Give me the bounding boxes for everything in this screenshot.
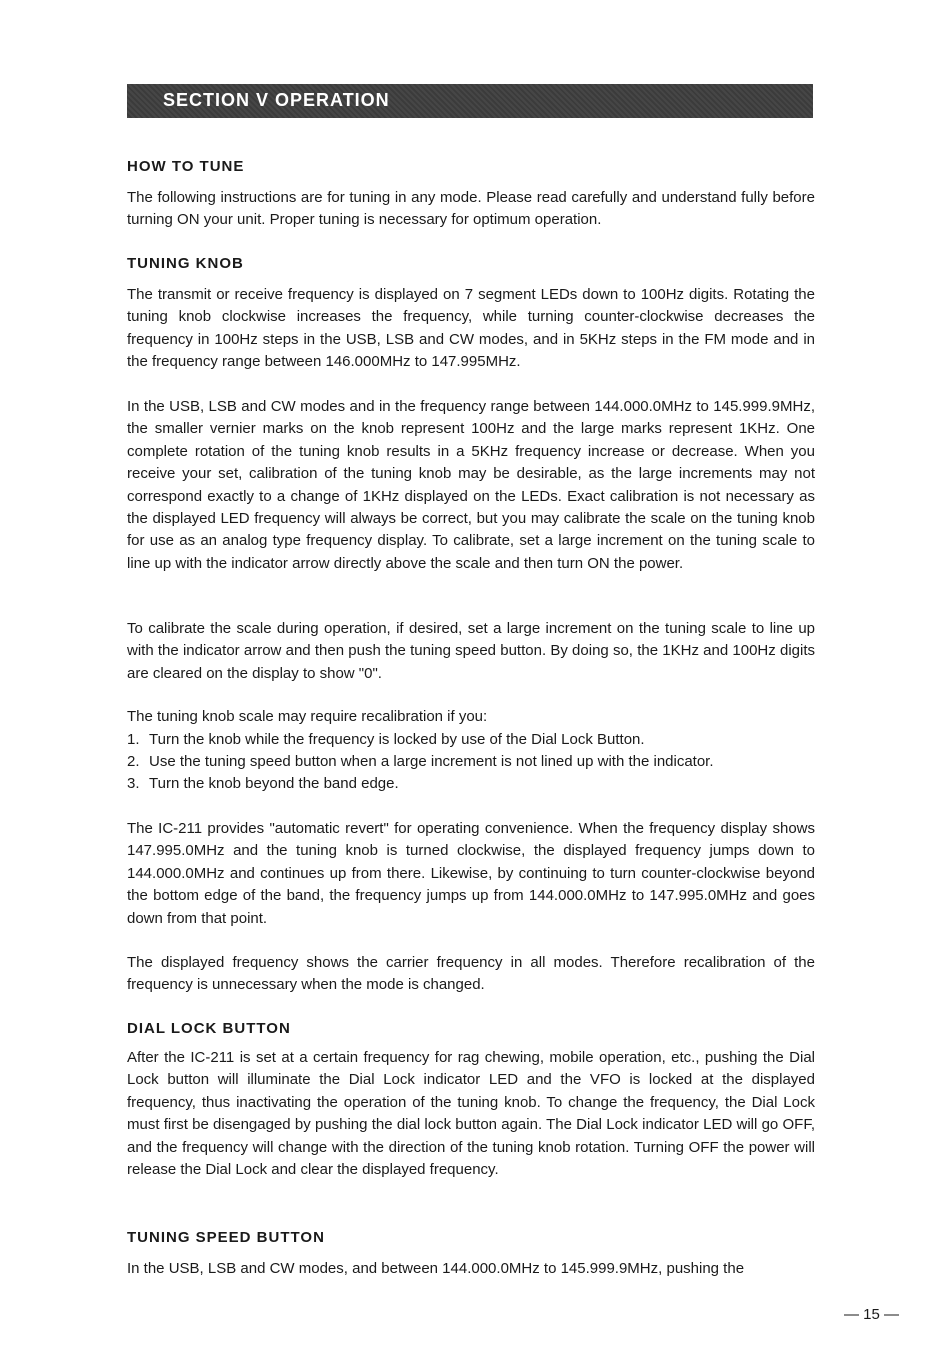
paragraph-carrier-frequency: The displayed frequency shows the carrier frequency in all modes. Therefore recalibration of the frequency is unnecessary when the mode is changed. bbox=[127, 954, 815, 994]
heading-tuning-knob: TUNING KNOB bbox=[127, 255, 244, 272]
paragraph-dial-lock: After the IC-211 is set at a certain frequency for rag chewing, mobile operation, etc., pushing the Dial Lock button will illuminate the Dial Lock indicator LED and the VFO is locked at the displayed frequency, thus inactivating the operation of the tuning knob. To change the frequency, the Dial Lock must first be disengaged by pushing the dial lock button again. The Dial Lock indicator LED will go OFF, and the frequency will change with the direction of the tuning knob rotation. Turning OFF the power will release the Dial Lock and clear the displayed frequency. bbox=[127, 1049, 815, 1179]
list-item: 3. Turn the knob beyond the band edge. bbox=[127, 775, 399, 792]
list-item: 1. Turn the knob while the frequency is locked by use of the Dial Lock Button. bbox=[127, 731, 645, 748]
section-banner bbox=[127, 84, 813, 118]
list-item: 2. Use the tuning speed button when a large increment is not lined up with the indicator. bbox=[127, 753, 714, 770]
heading-dial-lock: DIAL LOCK BUTTON bbox=[127, 1020, 291, 1037]
paragraph-tuning-knob-2: In the USB, LSB and CW modes and in the frequency range between 144.000.0MHz to 145.999.9MHz, the smaller vernier marks on the knob represent 100Hz and the large marks represent 1KHz. One complete rotation of the tuning knob results in a 5KHz frequency increase or decrease. When you receive your set, calibration of the tuning knob may be desirable, as the large increments may not correspond exactly to a change of 1KHz displayed on the LEDs. Exact calibration is not necessary as the displayed LED frequency will always be correct, but you may calibrate the scale on the tuning knob for use as an analog type frequency display. To calibrate, set a large increment on the tuning scale to line up with the indicator arrow directly above the scale and then turn ON the power. bbox=[127, 398, 815, 572]
paragraph-tuning-knob-3: To calibrate the scale during operation, if desired, set a large increment on the tuning scale to line up with the indicator arrow and then push the tuning speed button. By doing so, the 1KHz and 100Hz digits are cleared on the display to show "0". bbox=[127, 620, 815, 682]
list-intro: The tuning knob scale may require recalibration if you: bbox=[127, 708, 488, 725]
paragraph-automatic-revert: The IC-211 provides "automatic revert" for operating convenience. When the frequency display shows 147.995.0MHz and the tuning knob is turned clockwise, the displayed frequency jumps down to 144.000.0MHz and continues up from there. Likewise, by continuing to turn counter-clockwise beyond the bottom edge of the band, the frequency jumps up from 144.000.0MHz to 147.995.0MHz and goes down from that point. bbox=[127, 820, 815, 927]
section-title: SECTION V OPERATION bbox=[163, 90, 390, 110]
paragraph-tuning-knob-1: The transmit or receive frequency is displayed on 7 segment LEDs down to 100Hz digits. Rotating the tuning knob clockwise increases the frequency, while turning counter-clockwise decreases the frequency in 100Hz steps in the USB, LSB and CW modes, and in 5KHz steps in the FM mode and in the frequency range between 146.000MHz to 147.995MHz. bbox=[127, 286, 815, 371]
paragraph-tuning-speed: In the USB, LSB and CW modes, and between 144.000.0MHz to 145.999.9MHz, pushing the bbox=[127, 1260, 745, 1277]
heading-tuning-speed: TUNING SPEED BUTTON bbox=[127, 1229, 325, 1246]
heading-how-to-tune: HOW TO TUNE bbox=[127, 158, 245, 175]
page-number: — 15 — bbox=[844, 1306, 900, 1323]
paragraph-how-to-tune: The following instructions are for tuning in any mode. Please read carefully and understand fully before turning ON your unit. Proper tuning is necessary for optimum operation. bbox=[127, 189, 815, 229]
